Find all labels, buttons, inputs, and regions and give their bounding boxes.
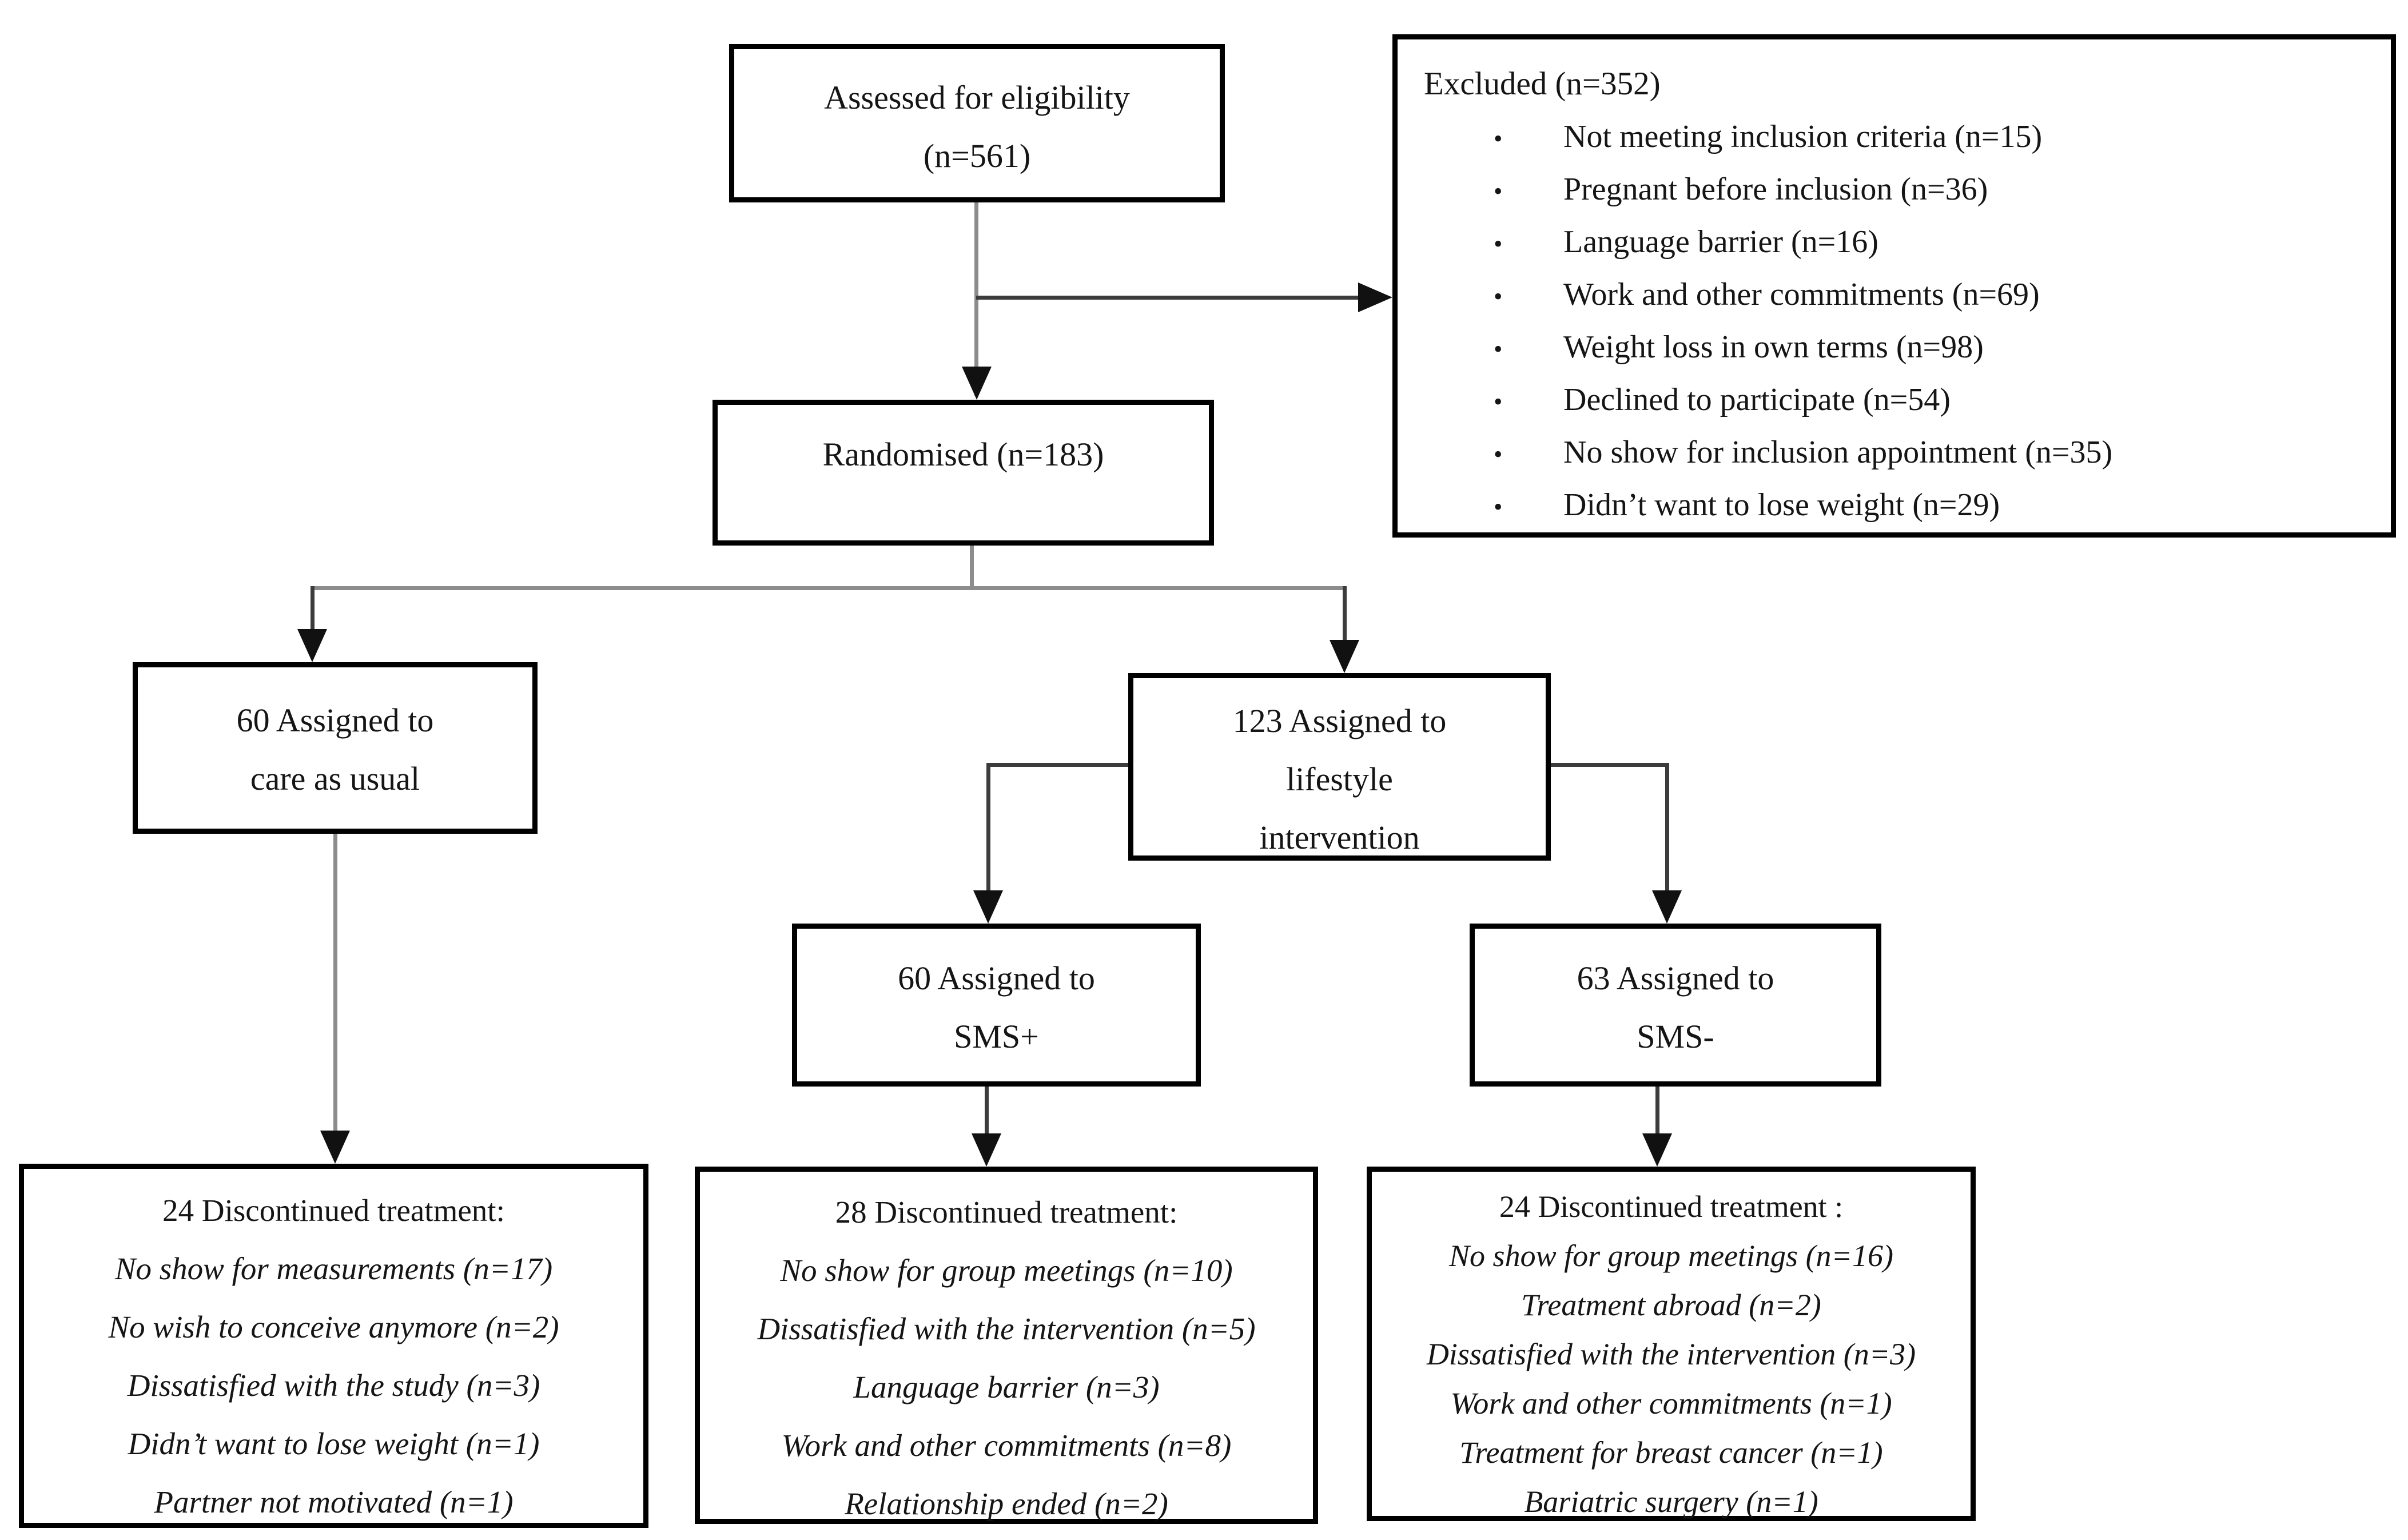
randomised-label: Randomised (n=183)	[822, 436, 1104, 473]
excluded-item-text: Work and other commitments (n=69)	[1563, 277, 2040, 312]
discontinued-item: Treatment abroad (n=2)	[1521, 1288, 1821, 1322]
discontinued-item: Dissatisfied with the intervention (n=3)	[1426, 1337, 1916, 1371]
lifestyle-intervention-box	[1128, 673, 1551, 861]
lifestyle-line-1: 123 Assigned to	[1232, 702, 1447, 739]
excluded-item	[1424, 480, 2382, 532]
bullet-icon: •	[1494, 335, 1503, 363]
connector-to-lifestyle	[1343, 586, 1347, 642]
discontinued-item: Dissatisfied with the study (n=3)	[127, 1368, 540, 1403]
sms-plus-line-2: SMS+	[954, 1018, 1039, 1055]
excluded-item-text: Language barrier (n=16)	[1563, 224, 1878, 260]
discontinued-item: Work and other commitments (n=8)	[781, 1428, 1232, 1463]
bullet-icon: •	[1494, 440, 1503, 468]
excluded-item-text: Pregnant before inclusion (n=36)	[1563, 172, 1988, 207]
discontinued-sms-minus-title: 24 Discontinued treatment :	[1499, 1189, 1844, 1224]
lifestyle-line-2: lifestyle	[1286, 761, 1393, 798]
discontinued-item: No show for measurements (n=17)	[114, 1251, 553, 1286]
sms-minus-box	[1470, 924, 1881, 1087]
sms-minus-line-1: 63 Assigned to	[1577, 960, 1774, 997]
connector-care-to-discontinued	[333, 834, 337, 1132]
arrowhead-care-usual	[297, 629, 327, 662]
excluded-item	[1424, 269, 2382, 322]
bullet-icon: •	[1494, 177, 1503, 205]
assessed-line-2: (n=561)	[923, 137, 1031, 174]
lifestyle-line-3: intervention	[1259, 819, 1420, 856]
discontinued-sms-plus-box	[695, 1167, 1318, 1524]
discontinued-sms-plus-title: 28 Discontinued treatment:	[835, 1195, 1178, 1229]
discontinued-care-title: 24 Discontinued treatment:	[162, 1193, 505, 1228]
discontinued-item: Partner not motivated (n=1)	[154, 1485, 514, 1519]
arrowhead-lifestyle	[1330, 640, 1359, 673]
arrowhead-disc-sms-plus	[972, 1133, 1001, 1167]
excluded-item	[1424, 217, 2382, 269]
connector-to-sms-plus	[986, 763, 990, 892]
discontinued-item: Work and other commitments (n=1)	[1450, 1386, 1892, 1420]
randomised-box	[713, 400, 1214, 546]
care-line-2: care as usual	[250, 760, 420, 797]
connector-sms-plus-to-discontinued	[985, 1087, 989, 1135]
bullet-icon: •	[1494, 125, 1503, 153]
arrowhead-randomised	[962, 367, 992, 400]
discontinued-care-box	[19, 1164, 648, 1528]
bullet-icon: •	[1494, 282, 1503, 311]
connector-to-excluded	[976, 296, 1358, 300]
discontinued-item: Treatment for breast cancer (n=1)	[1459, 1435, 1883, 1470]
discontinued-item: Relationship ended (n=2)	[845, 1486, 1168, 1521]
excluded-item	[1424, 164, 2382, 217]
sms-plus-line-1: 60 Assigned to	[898, 960, 1095, 997]
arrowhead-disc-care	[320, 1131, 350, 1164]
excluded-item	[1424, 322, 2382, 375]
discontinued-item: No wish to conceive anymore (n=2)	[108, 1310, 559, 1344]
arrowhead-sms-minus	[1652, 890, 1682, 924]
connector-lifestyle-right	[1551, 763, 1669, 767]
arrowhead-disc-sms-minus	[1642, 1133, 1672, 1167]
discontinued-item: No show for group meetings (n=16)	[1449, 1239, 1893, 1273]
bullet-icon: •	[1494, 493, 1503, 521]
assessed-box	[729, 44, 1225, 202]
sms-minus-line-2: SMS-	[1637, 1018, 1714, 1055]
excluded-item	[1424, 375, 2382, 427]
connector-lifestyle-left	[988, 763, 1128, 767]
excluded-item	[1424, 112, 2382, 164]
bullet-icon: •	[1494, 230, 1503, 258]
excluded-item-text: No show for inclusion appointment (n=35)	[1563, 435, 2113, 470]
discontinued-item: Dissatisfied with the intervention (n=5)	[757, 1311, 1256, 1346]
discontinued-item: Language barrier (n=3)	[853, 1370, 1160, 1404]
connector-sms-minus-to-discontinued	[1655, 1087, 1659, 1135]
excluded-item-text: Not meeting inclusion criteria (n=15)	[1563, 119, 2043, 154]
discontinued-item: Didn’t want to lose weight (n=1)	[128, 1426, 540, 1461]
excluded-title: Excluded (n=352)	[1424, 66, 1661, 102]
sms-plus-box	[792, 924, 1201, 1087]
discontinued-item: No show for group meetings (n=10)	[780, 1253, 1233, 1288]
assessed-line-1: Assessed for eligibility	[824, 79, 1130, 116]
connector-to-care-usual	[311, 586, 315, 631]
connector-randomised-branch	[312, 586, 1345, 590]
discontinued-item: Bariatric surgery (n=1)	[1524, 1485, 1818, 1519]
discontinued-sms-minus-box	[1367, 1167, 1976, 1521]
arrowhead-sms-plus	[973, 890, 1003, 924]
excluded-box	[1392, 34, 2396, 538]
care-line-1: 60 Assigned to	[236, 702, 434, 739]
bullet-icon: •	[1494, 388, 1503, 416]
excluded-item-text: Weight loss in own terms (n=98)	[1563, 329, 1984, 365]
excluded-item	[1424, 427, 2382, 480]
arrowhead-excluded	[1358, 282, 1392, 312]
connector-randomised-stem	[970, 546, 974, 588]
excluded-item-text: Didn’t want to lose weight (n=29)	[1563, 487, 2000, 523]
connector-to-sms-minus	[1665, 763, 1669, 892]
care-as-usual-box	[133, 662, 538, 834]
excluded-item-text: Declined to participate (n=54)	[1563, 382, 1951, 417]
